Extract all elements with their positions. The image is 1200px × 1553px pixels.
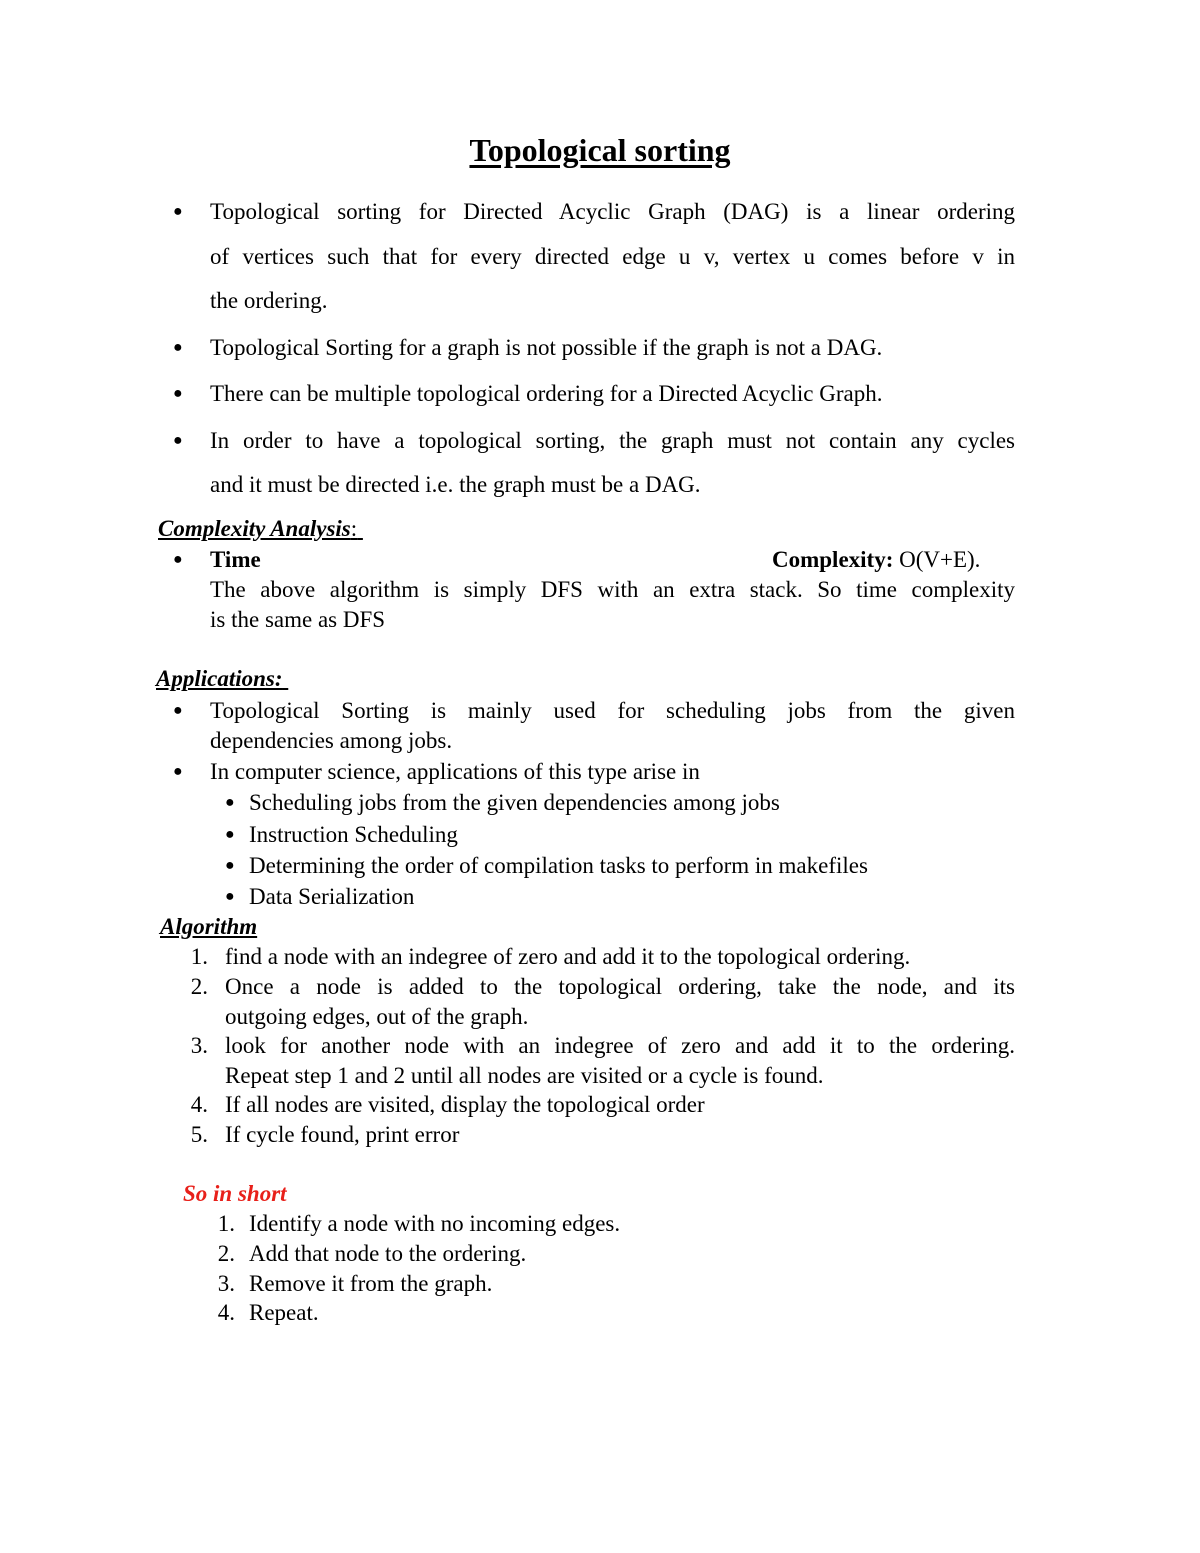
short-step-4: Repeat. bbox=[249, 1300, 319, 1325]
page-title: Topological sorting bbox=[469, 132, 731, 168]
short-heading: So in short bbox=[183, 1181, 287, 1206]
complexity-heading: Complexity Analysis: bbox=[158, 516, 358, 541]
intro-bullet-1-line-1: Topological sorting for Directed Acyclic Graph (DAG) is a linear ordering bbox=[210, 199, 1015, 224]
applications-bullet-1-line-2: dependencies among jobs. bbox=[210, 728, 453, 753]
algorithm-step-number: 3. bbox=[190, 1033, 208, 1058]
intro-bullet-2: Topological Sorting for a graph is not possible if the graph is not a DAG. bbox=[210, 335, 883, 360]
intro-bullet-1-line-2: of vertices such that for every directed edge u v, vertex u comes before v in bbox=[210, 244, 1015, 269]
bullet-icon: ● bbox=[173, 551, 183, 568]
bullet-icon: ● bbox=[225, 888, 235, 905]
bullet-icon: ● bbox=[173, 385, 183, 402]
algorithm-step-2-line-1: Once a node is added to the topological ordering, take the node, and its bbox=[225, 974, 1015, 999]
short-step-3: Remove it from the graph. bbox=[249, 1271, 493, 1296]
applications-sub-bullet-4: Data Serialization bbox=[249, 884, 415, 909]
short-step-number: 4. bbox=[217, 1300, 235, 1325]
applications-sub-bullet-2: Instruction Scheduling bbox=[249, 822, 458, 847]
algorithm-step-1: find a node with an indegree of zero and add it to the topological ordering. bbox=[225, 944, 911, 969]
short-step-number: 1. bbox=[217, 1211, 235, 1236]
algorithm-step-number: 5. bbox=[190, 1122, 208, 1147]
bullet-icon: ● bbox=[173, 702, 183, 719]
applications-sub-bullet-1: Scheduling jobs from the given dependencies among jobs bbox=[249, 790, 780, 815]
bullet-icon: ● bbox=[173, 203, 183, 220]
algorithm-step-number: 2. bbox=[190, 974, 208, 999]
intro-bullet-4-line-1: In order to have a topological sorting, the graph must not contain any cycles bbox=[210, 428, 1015, 453]
bullet-icon: ● bbox=[225, 794, 235, 811]
bullet-icon: ● bbox=[173, 763, 183, 780]
short-step-number: 3. bbox=[217, 1271, 235, 1296]
applications-bullet-2: In computer science, applications of this type arise in bbox=[210, 759, 700, 784]
bullet-icon: ● bbox=[225, 826, 235, 843]
bullet-icon: ● bbox=[173, 432, 183, 449]
applications-bullet-1-line-1: Topological Sorting is mainly used for scheduling jobs from the given bbox=[210, 698, 1015, 723]
algorithm-step-2-line-2: outgoing edges, out of the graph. bbox=[225, 1004, 529, 1029]
bullet-icon: ● bbox=[173, 339, 183, 356]
short-step-1: Identify a node with no incoming edges. bbox=[249, 1211, 621, 1236]
short-step-2: Add that node to the ordering. bbox=[249, 1241, 527, 1266]
intro-bullet-1-line-3: the ordering. bbox=[210, 288, 328, 313]
algorithm-step-number: 4. bbox=[190, 1092, 208, 1117]
complexity-value: O(V+E). bbox=[899, 547, 981, 572]
algorithm-step-4: If all nodes are visited, display the topological order bbox=[225, 1092, 705, 1117]
complexity-value-line bbox=[772, 545, 980, 575]
algorithm-step-3-line-2: Repeat step 1 and 2 until all nodes are visited or a cycle is found. bbox=[225, 1063, 824, 1088]
complexity-description-line-1: The above algorithm is simply DFS with an extra stack. So time complexity bbox=[210, 577, 1015, 602]
intro-bullet-4-line-2: and it must be directed i.e. the graph must be a DAG. bbox=[210, 472, 701, 497]
bullet-icon: ● bbox=[225, 857, 235, 874]
algorithm-step-5: If cycle found, print error bbox=[225, 1122, 460, 1147]
applications-heading: Applications: bbox=[156, 666, 283, 691]
algorithm-heading: Algorithm bbox=[160, 914, 258, 939]
short-step-number: 2. bbox=[217, 1241, 235, 1266]
algorithm-step-3-line-1: look for another node with an indegree of zero and add it to the ordering. bbox=[225, 1033, 1015, 1058]
time-label: Time bbox=[210, 547, 261, 572]
algorithm-step-number: 1. bbox=[190, 944, 208, 969]
complexity-label: Complexity: bbox=[772, 547, 894, 572]
applications-sub-bullet-3: Determining the order of compilation tasks to perform in makefiles bbox=[249, 853, 868, 878]
complexity-description-line-2: is the same as DFS bbox=[210, 607, 386, 632]
intro-bullet-3: There can be multiple topological ordering for a Directed Acyclic Graph. bbox=[210, 381, 883, 406]
